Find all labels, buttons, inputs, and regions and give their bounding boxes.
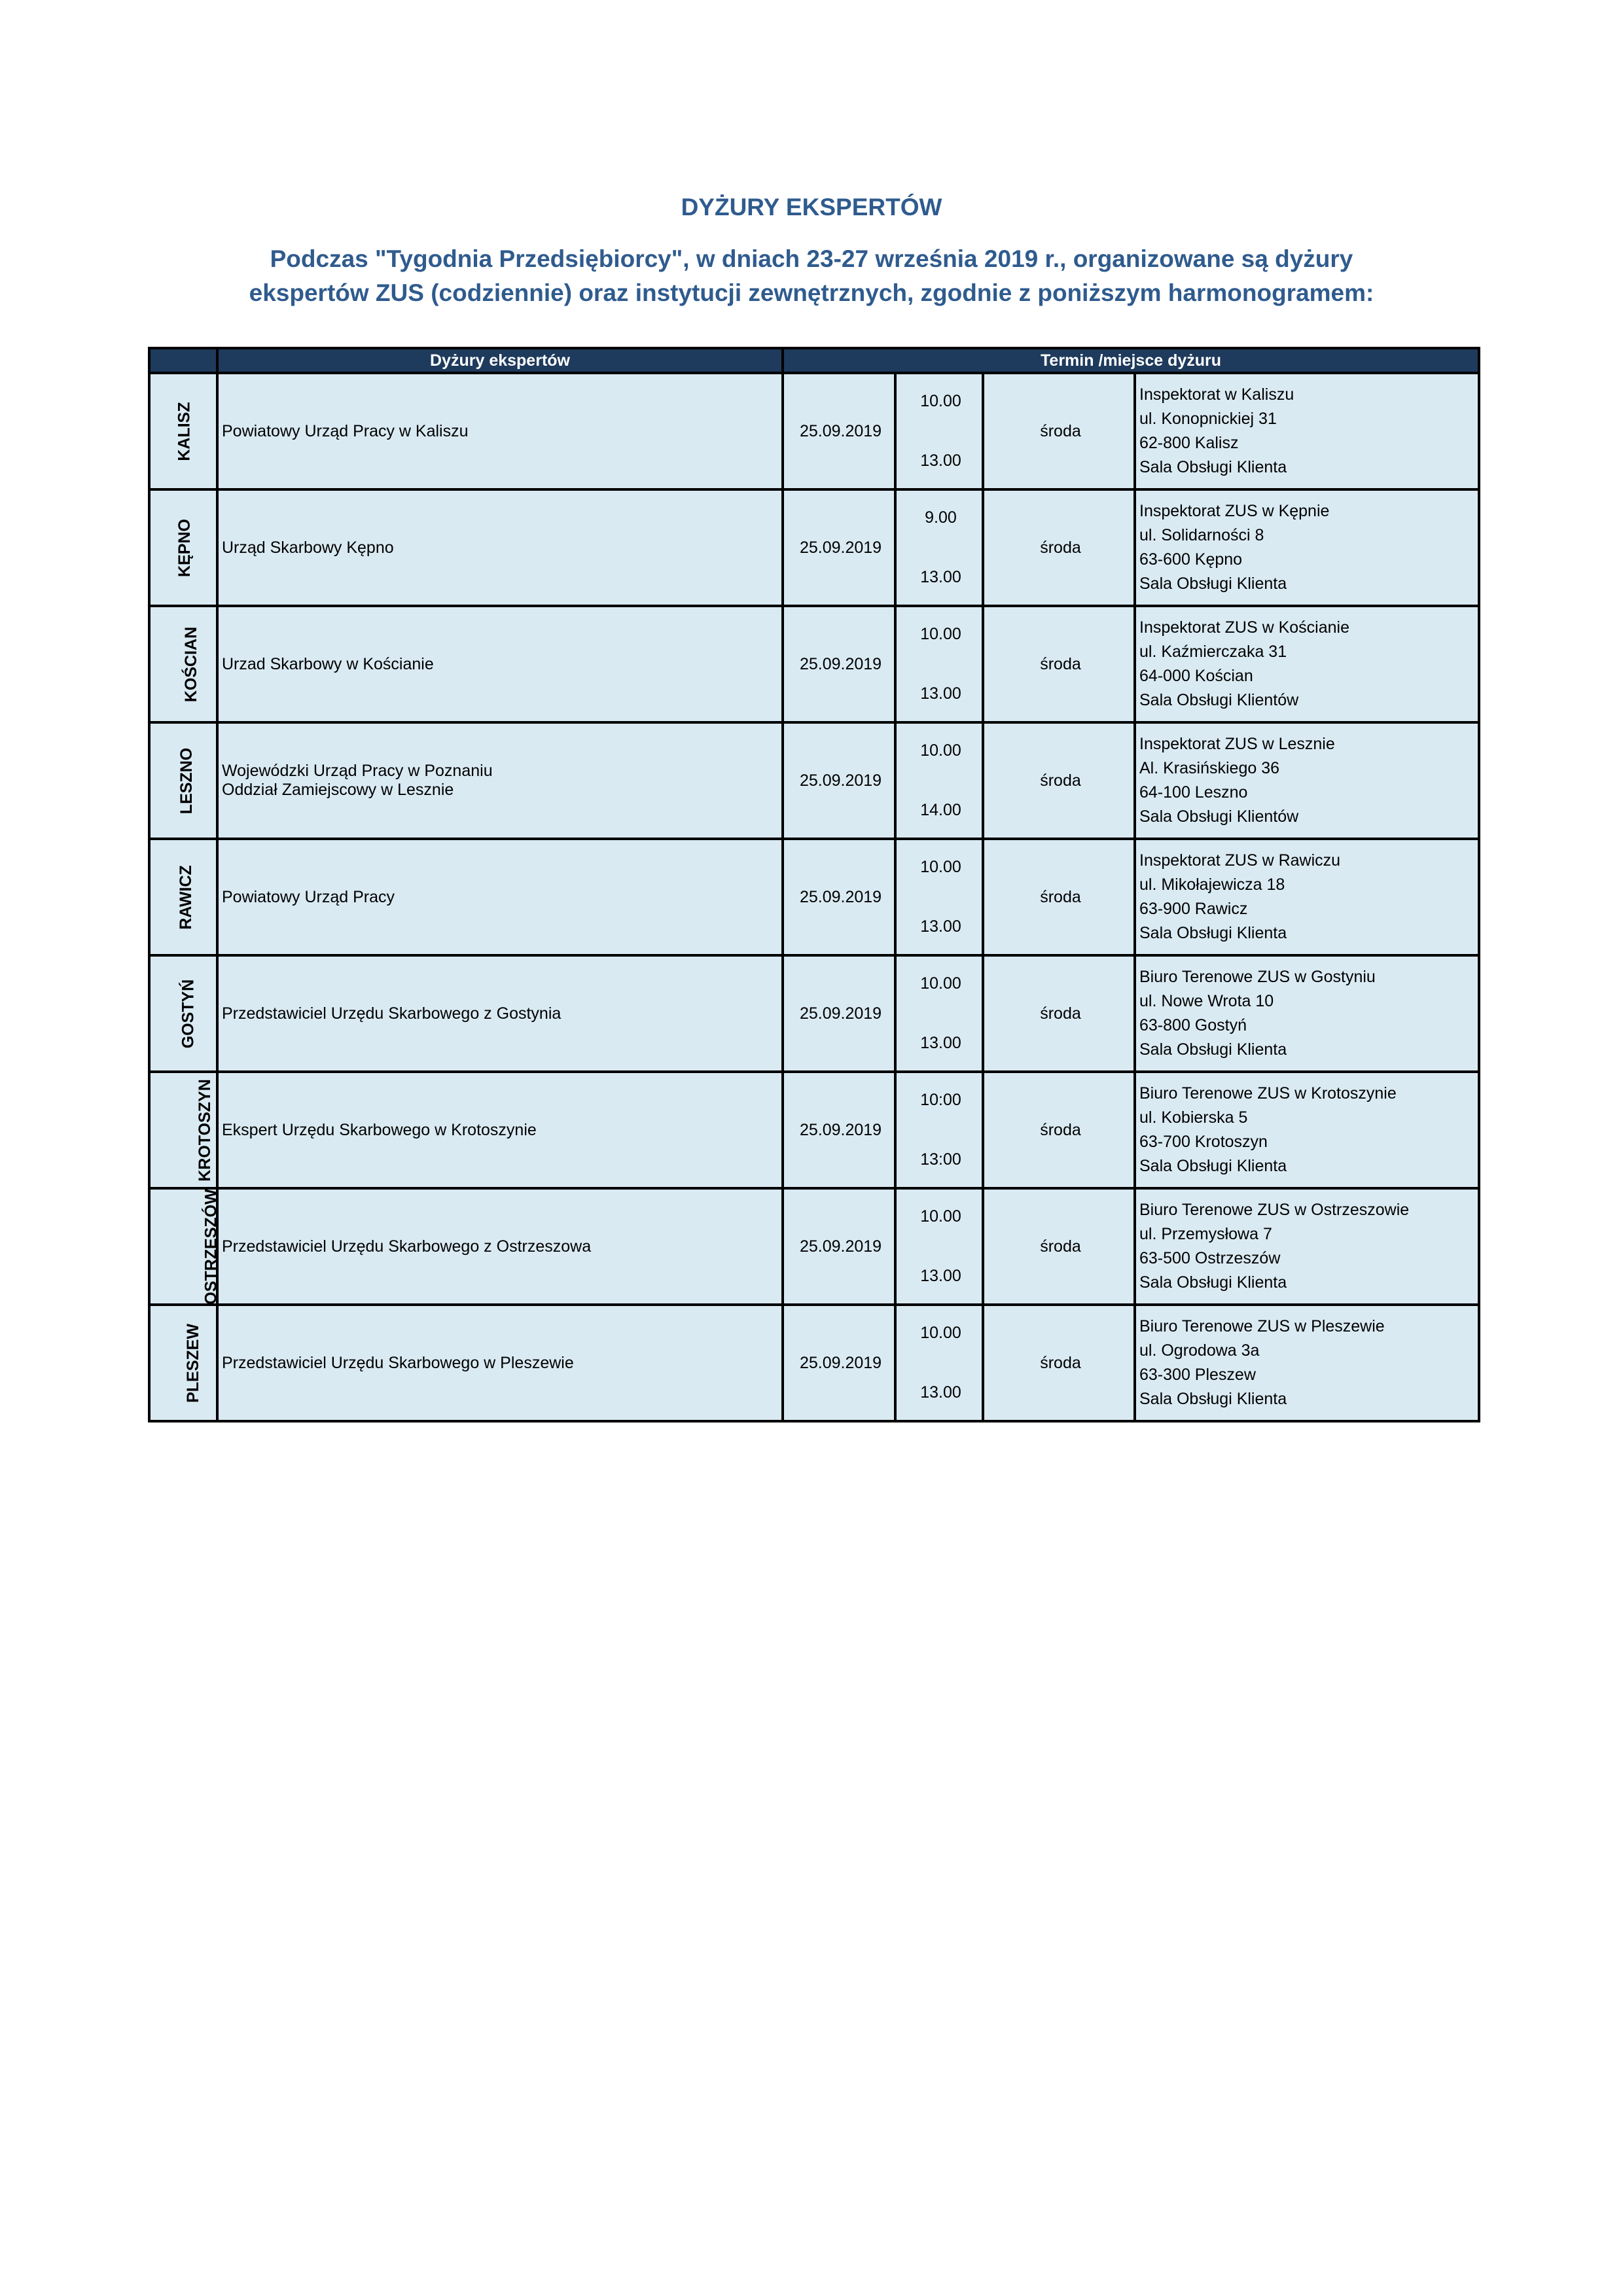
table-row xyxy=(149,722,1479,839)
time-end: 13.00 xyxy=(920,1383,961,1402)
institution-cell xyxy=(217,722,783,839)
date-cell: 25.09.2019 xyxy=(783,606,895,722)
time-cell xyxy=(895,722,983,839)
location-line: Sala Obsługi Klienta xyxy=(1139,1040,1287,1059)
location-line: Inspektorat ZUS w Kępnie xyxy=(1139,502,1330,520)
location-cell xyxy=(1135,489,1479,606)
page-subtitle xyxy=(0,242,1623,310)
date-cell: 25.09.2019 xyxy=(783,722,895,839)
city-cell xyxy=(149,722,217,839)
institution-line: Oddział Zamiejscowy w Lesznie xyxy=(222,781,454,799)
city-cell xyxy=(149,955,217,1072)
location-line: ul. Kaźmierczaka 31 xyxy=(1139,643,1287,661)
location-cell xyxy=(1135,1188,1479,1305)
location-line: 63-600 Kępno xyxy=(1139,550,1243,569)
day-cell: środa xyxy=(983,489,1135,606)
location-line: 64-000 Kościan xyxy=(1139,667,1253,685)
location-line: Inspektorat ZUS w Rawiczu xyxy=(1139,851,1341,870)
location-line: ul. Przemysłowa 7 xyxy=(1139,1225,1272,1243)
date-cell: 25.09.2019 xyxy=(783,839,895,955)
time-start: 10:00 xyxy=(920,1091,961,1109)
table-row xyxy=(149,489,1479,606)
institution-cell xyxy=(217,1072,783,1188)
day-cell: środa xyxy=(983,722,1135,839)
city-name: KOŚCIAN xyxy=(182,626,201,702)
location-line: 63-900 Rawicz xyxy=(1139,900,1248,918)
time-cell xyxy=(895,1305,983,1421)
city-name: KĘPNO xyxy=(175,518,194,577)
institution-line: Wojewódzki Urząd Pracy w Poznaniu xyxy=(222,762,493,780)
location-line: ul. Mikołajewicza 18 xyxy=(1139,875,1285,894)
institution-line: Przedstawiciel Urzędu Skarbowego z Gostynia xyxy=(222,1004,562,1023)
location-line: 63-800 Gostyń xyxy=(1139,1016,1247,1034)
table-row xyxy=(149,373,1479,489)
location-cell xyxy=(1135,839,1479,955)
time-end: 13.00 xyxy=(920,568,961,586)
location-line: 62-800 Kalisz xyxy=(1139,434,1239,452)
institution-line: Ekspert Urzędu Skarbowego w Krotoszynie xyxy=(222,1120,537,1139)
location-cell xyxy=(1135,373,1479,489)
location-line: Sala Obsługi Klienta xyxy=(1139,1273,1287,1292)
table-row xyxy=(149,839,1479,955)
time-end: 13.00 xyxy=(920,917,961,936)
subtitle-line-2: ekspertów ZUS (codziennie) oraz instytucji zewnętrznych, zgodnie z poniższym harmonogramem: xyxy=(249,279,1374,306)
institution-cell xyxy=(217,606,783,722)
location-line: Sala Obsługi Klienta xyxy=(1139,458,1287,476)
date-cell: 25.09.2019 xyxy=(783,373,895,489)
day-cell: środa xyxy=(983,606,1135,722)
city-name: RAWICZ xyxy=(176,864,195,930)
time-start: 9.00 xyxy=(925,508,957,527)
schedule-table xyxy=(148,347,1480,1422)
city-cell xyxy=(149,606,217,722)
page-title: DYŻURY EKSPERTÓW xyxy=(681,194,942,221)
location-line: Inspektorat ZUS w Kościanie xyxy=(1139,618,1349,637)
time-end: 13.00 xyxy=(920,684,961,703)
location-cell xyxy=(1135,606,1479,722)
day-cell: środa xyxy=(983,373,1135,489)
date-cell: 25.09.2019 xyxy=(783,489,895,606)
day-cell: środa xyxy=(983,839,1135,955)
table-header-row xyxy=(149,348,1479,373)
time-start: 10.00 xyxy=(920,974,961,993)
day-cell: środa xyxy=(983,1072,1135,1188)
time-cell xyxy=(895,373,983,489)
table-row xyxy=(149,1188,1479,1305)
location-cell xyxy=(1135,955,1479,1072)
header-experts: Dyżury ekspertów xyxy=(217,348,783,373)
institution-cell xyxy=(217,489,783,606)
city-name: OSTRZESZÓW xyxy=(202,1188,221,1305)
location-line: Sala Obsługi Klienta xyxy=(1139,1157,1287,1175)
table-row xyxy=(149,955,1479,1072)
location-line: Inspektorat ZUS w Lesznie xyxy=(1139,735,1335,753)
location-line: 63-700 Krotoszyn xyxy=(1139,1133,1268,1151)
location-line: Al. Krasińskiego 36 xyxy=(1139,759,1280,777)
institution-line: Powiatowy Urząd Pracy w Kaliszu xyxy=(222,421,469,440)
location-line: Biuro Terenowe ZUS w Gostyniu xyxy=(1139,968,1376,986)
city-name: KALISZ xyxy=(175,401,194,461)
location-cell xyxy=(1135,1305,1479,1421)
time-start: 10.00 xyxy=(920,392,961,410)
institution-line: Urząd Skarbowy Kępno xyxy=(222,538,394,557)
time-start: 10.00 xyxy=(920,1207,961,1226)
time-end: 13.00 xyxy=(920,1267,961,1285)
institution-line: Urzad Skarbowy w Kościanie xyxy=(222,654,434,673)
city-name: LESZNO xyxy=(177,747,196,814)
time-start: 10.00 xyxy=(920,858,961,876)
time-start: 10.00 xyxy=(920,1324,961,1342)
time-cell xyxy=(895,1072,983,1188)
location-line: 64-100 Leszno xyxy=(1139,783,1248,802)
location-line: 63-300 Pleszew xyxy=(1139,1366,1256,1384)
table-row xyxy=(149,1305,1479,1421)
time-cell xyxy=(895,839,983,955)
time-start: 10.00 xyxy=(920,625,961,643)
location-line: Sala Obsługi Klientów xyxy=(1139,807,1299,826)
city-name: PLESZEW xyxy=(183,1323,202,1403)
city-cell xyxy=(149,839,217,955)
location-line: Sala Obsługi Klienta xyxy=(1139,1390,1287,1408)
time-cell xyxy=(895,489,983,606)
location-line: ul. Konopnickiej 31 xyxy=(1139,410,1277,428)
location-line: Sala Obsługi Klienta xyxy=(1139,924,1287,942)
location-line: Inspektorat w Kaliszu xyxy=(1139,385,1294,404)
date-cell: 25.09.2019 xyxy=(783,1188,895,1305)
location-line: ul. Kobierska 5 xyxy=(1139,1108,1248,1127)
location-line: Biuro Terenowe ZUS w Krotoszynie xyxy=(1139,1084,1397,1103)
time-cell xyxy=(895,955,983,1072)
city-cell xyxy=(149,1305,217,1421)
location-line: ul. Solidarności 8 xyxy=(1139,526,1264,544)
header-blank-cell xyxy=(149,348,217,373)
location-line: Biuro Terenowe ZUS w Ostrzeszowie xyxy=(1139,1201,1410,1219)
table-body xyxy=(149,373,1479,1421)
time-start: 10.00 xyxy=(920,741,961,760)
subtitle-line-1: Podczas "Tygodnia Przedsiębiorcy", w dniach 23-27 września 2019 r., organizowane są dyżury xyxy=(270,245,1353,272)
city-cell xyxy=(149,373,217,489)
header-term: Termin /miejsce dyżuru xyxy=(783,348,1479,373)
city-cell xyxy=(149,1072,217,1188)
time-cell xyxy=(895,606,983,722)
institution-line: Przedstawiciel Urzędu Skarbowego w Pleszewie xyxy=(222,1353,574,1372)
day-cell: środa xyxy=(983,1305,1135,1421)
location-line: ul. Ogrodowa 3a xyxy=(1139,1341,1260,1360)
table-row xyxy=(149,1072,1479,1188)
city-cell xyxy=(149,489,217,606)
date-cell: 25.09.2019 xyxy=(783,955,895,1072)
city-cell xyxy=(149,1188,221,1305)
institution-cell xyxy=(217,839,783,955)
institution-cell xyxy=(217,373,783,489)
time-end: 13.00 xyxy=(920,451,961,470)
location-line: Sala Obsługi Klienta xyxy=(1139,574,1287,593)
location-line: Sala Obsługi Klientów xyxy=(1139,691,1299,709)
institution-cell xyxy=(217,1188,783,1305)
date-cell: 25.09.2019 xyxy=(783,1072,895,1188)
day-cell: środa xyxy=(983,955,1135,1072)
day-cell: środa xyxy=(983,1188,1135,1305)
time-end: 13:00 xyxy=(920,1150,961,1169)
city-name: KROTOSZYN xyxy=(195,1078,214,1182)
time-end: 13.00 xyxy=(920,1034,961,1052)
time-cell xyxy=(895,1188,983,1305)
table-row xyxy=(149,606,1479,722)
location-cell xyxy=(1135,1072,1479,1188)
location-line: 63-500 Ostrzeszów xyxy=(1139,1249,1281,1267)
location-line: ul. Nowe Wrota 10 xyxy=(1139,992,1274,1010)
location-line: Biuro Terenowe ZUS w Pleszewie xyxy=(1139,1317,1385,1335)
institution-cell xyxy=(217,955,783,1072)
date-cell: 25.09.2019 xyxy=(783,1305,895,1421)
institution-cell xyxy=(217,1305,783,1421)
time-end: 14.00 xyxy=(920,801,961,819)
institution-line: Powiatowy Urząd Pracy xyxy=(222,887,395,906)
city-name: GOSTYŃ xyxy=(179,979,198,1048)
institution-line: Przedstawiciel Urzędu Skarbowego z Ostrzeszowa xyxy=(222,1237,592,1256)
location-cell xyxy=(1135,722,1479,839)
